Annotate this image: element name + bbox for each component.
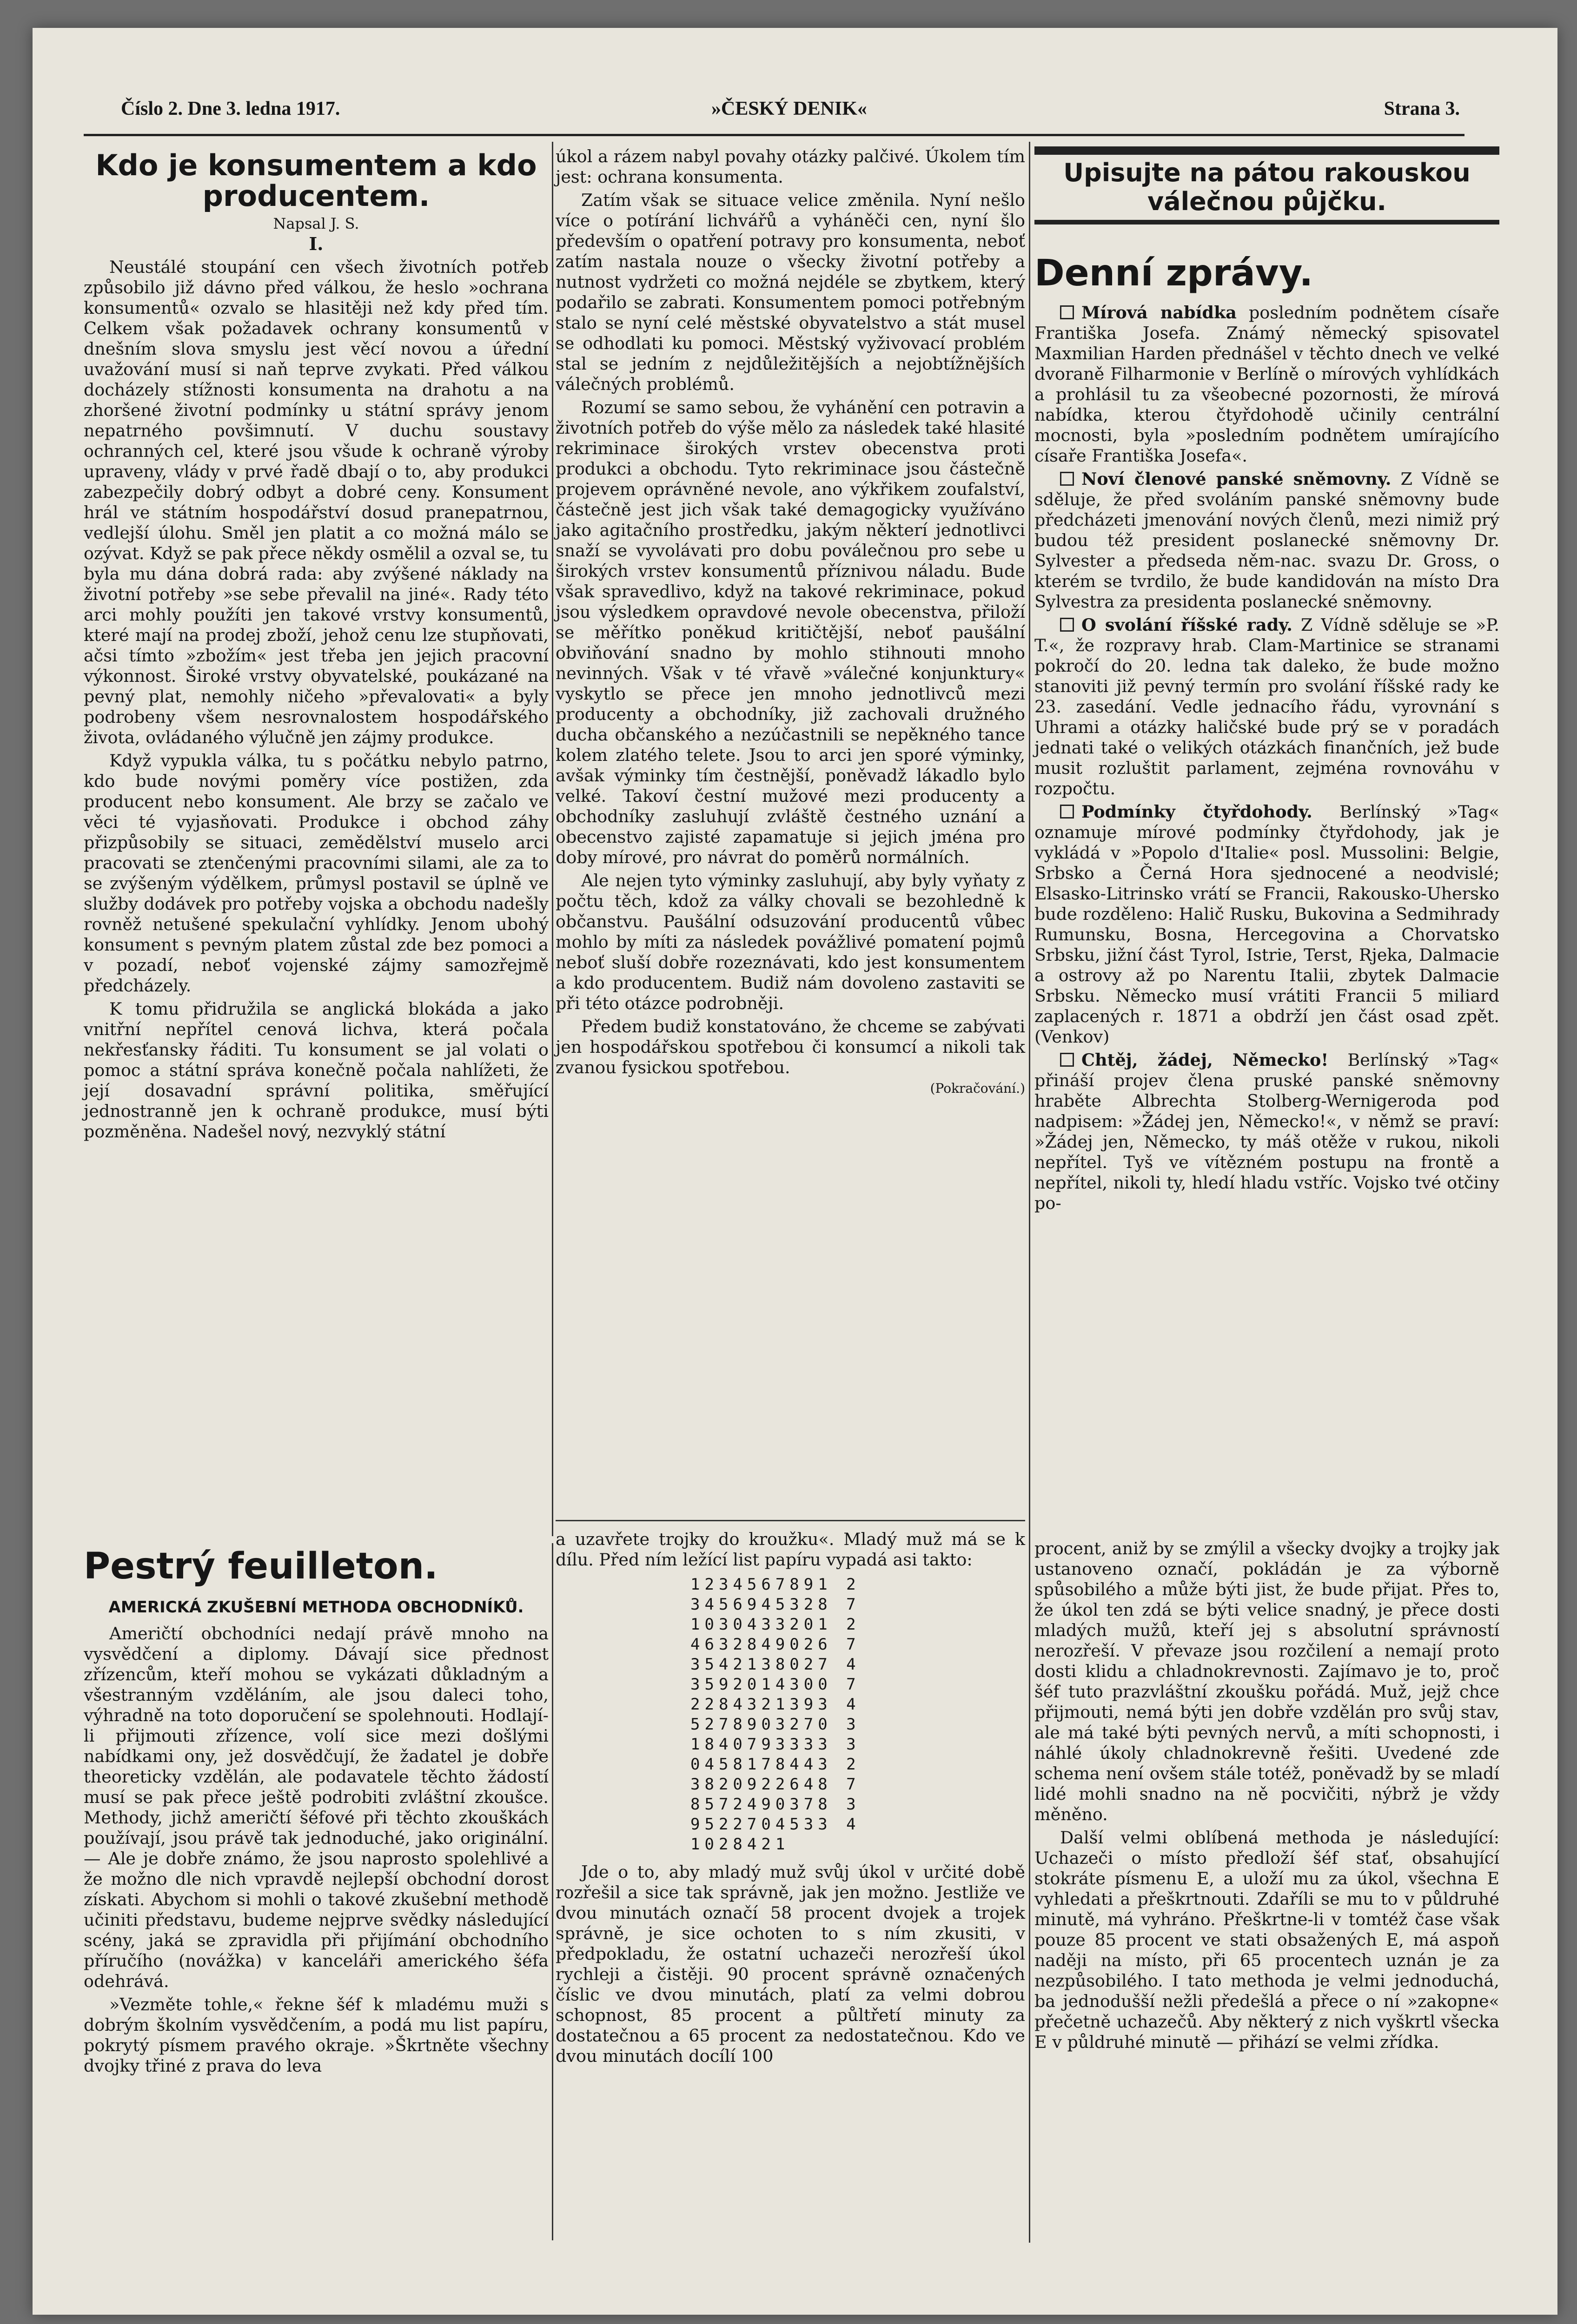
newspaper-page [33, 28, 1557, 2315]
number-table [556, 1575, 1025, 1855]
news-item-text: Z Vídně sděluje se »P. T.«, že rozpravy hrab. Clam-Martinice se stranami pokročí do 20. ledna tak daleko, že bude možno stanoviti již pevný termín pro svolání říšské rady ke 23. zasedání. Vedle jednacího řádu, vyrovnání s Uhrami a otázky haličské bude prý se v poradách jednati také o velikých otázkách finančních, jež bude musit rozluštit parlament, zejména rovnováhu v rozpočtu. [1034, 615, 1500, 799]
number-row: 1840793333 3 [690, 1735, 861, 1754]
column-rule [552, 1543, 553, 2240]
article-title: Kdo je konsumentem a kdo producentem. [95, 148, 537, 213]
paragraph: Ale nejen tyto výminky zasluhují, aby byly vyňaty z počtu těch, kdož za války chovali se bezohledně k občanstvu. Paušální odsuzování producentů vůbec mohlo by míti za následek povážlivé pomatení pojmů neboť sluší dobře rozeznávati, kdo jest konsumentem a kdo producentem. Budiž nám dovoleno zastaviti se při této otázce podrobněji. [556, 871, 1025, 1013]
number-row: 0458178443 2 [690, 1755, 861, 1774]
news-item [1034, 469, 1499, 612]
number-row: 1028421 [690, 1835, 790, 1854]
paragraph: Další velmi oblíbená methoda je následující: Uchazeči o místo předloží šéf stať, obsahující stokráte písmenu E, a uloží mu za úkol, všechna E vyhledati a přeškrtnouti. Zdaříli se mu to v půldruhé minutě, má vyhráno. Přeškrtne-li v tomtéž čase však pouze 85 procent ve stati obsažených E, má aspoň naději na místo, při 65 procentech uznán je za nezpůsobilého. I tato methoda je velmi jednoduchá, ba jednodušší nežli předešlá a přece o ní »zakopne« přečetně uchazečů. Aby některý z nich vyškrtl všecka E v půldruhé minutě — přihází se velmi zřídka. [1034, 1828, 1499, 2052]
news-item-title: Chtěj, žádej, Německo! [1081, 1050, 1329, 1070]
news-item-text: Berlínský »Tag« oznamuje mírové podmínky čtyřdohody, jak je vykládá v »Popolo d'Italie« posl. Mussolini: Belgie, Srbsko a Černá Hora sjednocené a neodvislé; Elsasko-Litrinsko vrátí se Francii, Rakousko-Uhersko bude rozděleno: Halič Rusku, Bukovina a Sedmihrady Rumunsku, Bosna, Hercegovina a Chorvatsko Srbsku, jižní část Tyrol, Istrie, Terst, Rjeka, Dalmacie a ostrovy až po Narentu Italii, zbytek Dalmacie Srbsku. Německo musí vrátiti Francii 5 miliard zaplacených r. 1871 a obdrží jen část osad zpět. (Venkov) [1034, 802, 1499, 1047]
section-rule [556, 1520, 1025, 1521]
war-loan-banner: Upisujte na pátou rakouskou válečnou půjčku. [1063, 158, 1471, 216]
news-item-title: Mírová nabídka [1081, 303, 1237, 323]
article-consumer-col2 [556, 146, 1025, 1096]
news-item [1034, 615, 1499, 799]
number-row: 9522704533 4 [690, 1815, 861, 1834]
news-item-text: Berlínský »Tag« přináší projev člena pruské panské sněmovny hraběte Albrechta Stolberg-Wernigeroda pod nadpisem: »Žádej jen, Německo!«, v němž se praví: »Žádej jen, Německo, ty máš otěže v rukou, nikoli nepřítel. Tyš ve vítězném postupu na frontě a nepřítel, nikoli ty, hledí hladu vstříc. Vojsko tvé otčiny po- [1034, 1050, 1499, 1213]
number-row: 3542138027 4 [690, 1655, 861, 1674]
feuilleton-title: Pestrý feuilleton. [84, 1545, 438, 1587]
paragraph: Předem budiž konstatováno, že chceme se zabývati jen hospodářskou spotřebou či konsumcí a nikoli tak zvanou fysickou spotřebou. [556, 1017, 1025, 1077]
column-rule [552, 142, 553, 1536]
news-section-title: Denní zprávy. [1034, 252, 1313, 294]
number-row: 3456945328 7 [690, 1595, 861, 1614]
news-item-title: O svolání říšské rady. [1081, 615, 1292, 635]
feuilleton-col2 [556, 1529, 1025, 2069]
paragraph: Jde o to, aby mladý muž svůj úkol v určité době rozřešil a sice tak správně, jak jen možno. Jestliže ve dvou minutách označí 58 procent dvojek a trojek správně, je sice ochoten to s ním zkusiti, v předpokladu, že ostatní uchazeči nerozřeší úkol rychleji a čistěji. 90 procent správně označených číslic ve dvou minutách, platí za velmi dobrou schopnost, 85 procent a půltřetí minuty za dostatečnou a 65 procent za nedostatečnou. Kdo ve dvou minutách docílí 100 [556, 1862, 1025, 2066]
number-row: 4632849026 7 [690, 1635, 861, 1654]
banner-rule-top [1034, 146, 1499, 155]
right-column [1034, 146, 1499, 1216]
number-row: 8572490378 3 [690, 1795, 861, 1814]
number-row: 3592014300 7 [690, 1675, 861, 1694]
number-row: 2284321393 4 [690, 1695, 861, 1714]
news-item [1034, 802, 1499, 1047]
paragraph: procent, aniž by se zmýlil a všecky dvojky a trojky jak ustanoveno označí, pokládán je za výborně spůsobilého a může býti jist, že bude přijat. Přes to, že úkol ten zdá se býti velice snadný, je přece dosti mladých mužů, kteří jej s absolutní správností nerozřeší. V převaze jsou rozčilení a nemají proto dosti klidu a chladnokrevnosti. Zajímavo je to, proč šéf tuto prazvláštní zkoušku pořádá. Muž, jejž chce přijmouti, nemá býti jen dobře vzdělán pro svůj stav, ale má také býti pevných nervů, a míti schopnosti, i náhlé úkoly chladnokrevně řešiti. Uvedené zde schema není ovšem stále totéž, poněvadž by se mladí lidé mohli snadno na ně pocvičiti, nýbrž je vždy měněno. [1034, 1538, 1499, 1824]
number-row: 1030433201 2 [690, 1615, 861, 1634]
paragraph: Když vypukla válka, tu s počátku nebylo patrno, kdo bude novými poměry více postižen, zda producent nebo konsument. Ale brzy se začalo ve věci té vyjasňovati. Produkce i obchod záhy přizpůsobily se situaci, zemědělství muselo arci pracovati se ztenčenými pracovními silami, ale za to se zvýšeným výdělkem, průmysl postavil se úplně ve služby dodávek pro potřeby vojska a obchodu nadešly rovněž netušené spekulační vyhlídky. Jenom ubohý konsument s pevným platem zůstal zde bez pomoci a v pozadí, neboť vojenské zájmy samozřejmě předcházely. [84, 751, 549, 996]
feuilleton-col3 [1034, 1538, 1499, 2055]
number-row: 3820922648 7 [690, 1775, 861, 1794]
news-item [1034, 303, 1499, 466]
paragraph: a uzavřete trojky do kroužku«. Mladý muž má se k dílu. Před ním ležící list papíru vypadá asi takto: [556, 1529, 1025, 1570]
paragraph: Neustálé stoupání cen všech životních potřeb způsobilo již dávno před válkou, že heslo »ochrana konsumentů« ozvalo se hlasitěji než kdy před tím. Celkem však požadavek ochrany konsumentů v dnešním slova smyslu jest věcí novou a úřední uvažování musí si naň teprve zvykati. Před válkou docházely stížnosti konsumenta na drahotu a na zhoršené životní podmínky u státní správy jenom nepatrného povšimnutí. V duchu soustavy ochranných cel, které jsou všude k ochraně výroby upraveny, vlády v prvé řadě dbají o to, aby produkci zabezpečily dobrý odbyt a dobré ceny. Konsument hrál ve státním hospodářství dosud pranepatrnou, vedlejší úlohu. Směl jen platit a co možná málo se ozývat. Když se pak přece někdy osmělil a ozval se, tu byla mu dána dobrá rada: aby zvýšené náklady na životní potřeby »se sebe převalil na jiné«. Rady této arci mohly použíti jen takové vrstvy konsumentů, které mají na prodej zboží, jehož cenu lze stupňovati, ačsi tímto »zbožím« jest třeba jen jejich pracovní výkonnost. Široké vrstvy obyvatelské, poukázané na pevný plat, nemohly ničeho »převalovati« a byly podrobeny všem nesrovnalostem hospodářského života, ovládaného výlučně jen zájmy produkce. [84, 257, 549, 747]
article-byline: Napsal J. S. [273, 215, 359, 232]
article-consumer-col1 [84, 146, 549, 1145]
page-number: Strana 3. [1384, 98, 1460, 119]
news-item-text: Z Vídně se sděluje, že před svoláním panské sněmovny bude předcházeti jmenování nových členů, mezi nimiž prý budou též president poslanecké sněmovny Dr. Sylvester a předseda něm-nac. svazu Dr. Gross, o kterém se tvrdilo, že bude kandidován na místo Dra Sylvestra za presidenta poslanecké sněmovny. [1034, 469, 1499, 612]
news-item-text: posledním podnětem císaře Františka Josefa. Známý německý spisovatel Maxmilian Harden přednášel v těchto dnech ve velké dvoraně Filharmonie v Berlíně o mírových vyhlídkách a prohlásil tu za všeobecné pozornosti, že mírová nabídka, kterou čtyřdohodě učinily centrální mocnosti, byla »posledním podnětem umírajícího císaře Františka Josefa«. [1034, 303, 1499, 466]
square-bullet-icon [1060, 805, 1074, 819]
paragraph: úkol a rázem nabyl povahy otázky palčivé. Úkolem tím jest: ochrana konsumenta. [556, 146, 1025, 187]
paragraph: Zatím však se situace velice změnila. Nyní nešlo více o potírání lichvářů a vyháněči cen, nyní šlo především o opatření potravy pro konsumenta, neboť zatím nastala nouze o všecky životní potřeby a nutnost vydržeti co možná nejdéle se zbytkem, který podařilo se zabrati. Konsumentem pomoci potřebným stalo se nyní celé městské obyvatelstvo a stát musel se odhodlati ku pomoci. Městský vyživovací problém stal se jedním z nejdůležitějších a nejobtížnějších válečných problémů. [556, 190, 1025, 394]
page-header [93, 98, 1460, 130]
number-row: 5278903270 3 [690, 1715, 861, 1734]
square-bullet-icon [1060, 472, 1074, 486]
square-bullet-icon [1060, 1053, 1074, 1067]
paragraph: K tomu přidružila se anglická blokáda a jako vnitřní nepřítel cenová lichva, která počala nekřesťansky řáditi. Tu konsument se jal volati o pomoc a státní správa konečně počala nahlížeti, že její dosavadní správní politika, směřující jednostranně jen k ochraně produkce, musí býti pozměněna. Nadešel nový, nezvyklý státní [84, 999, 549, 1142]
news-item [1034, 1050, 1499, 1214]
issue-date: Číslo 2. Dne 3. ledna 1917. [121, 98, 340, 119]
feuilleton-col1 [84, 1545, 549, 2079]
news-item-title: Noví členové panské sněmovny. [1081, 469, 1391, 489]
number-row: 1234567891 2 [690, 1575, 861, 1594]
column-rule [1029, 142, 1030, 2243]
paragraph: Rozumí se samo sebou, že vyhánění cen potravin a životních potřeb do výše mělo za následek také hlasité rekriminace širokých vrstev obecenstva proti produkci a obchodu. Tyto rekriminace jsou částečně projevem oprávněné nevole, ano výkřikem zoufalství, částečně jest jich však také demagogicky využíváno jako agitačního prostředku, jakým některí jednotlivci snaží se vyvolávati pro dobu poválečnou pro sebe u širokých vrstev konsumentů příznivou náladu. Bude však spravedlivo, když na takové rekriminace, pokud jsou výsledkem opravdové nevole obecenstva, přiloží se měřítko poněkud kritičtější, neboť paušální obviňování snadno by mohlo stihnouti mnoho nevinných. Však v té vřavě »válečné konjunktury« vyskytlo se přece jen mnoho jednotlivců mezi producenty a obchodníky, již zachovali družného ducha občanského a nezúčastnili se nepěkného tance kolem zlatého telete. Jsou to arci jen sporé výminky, avšak výminky tím čestnější, poněvadž lákadlo bylo velké. Takoví čestní mužové mezi producenty a obchodníky zasluhují zvláště čestného uznání a obecenstvo zajisté zapamatuje si jejich jména pro doby mírové, pro návrat do poměrů normálních. [556, 397, 1025, 867]
header-rule [84, 134, 1464, 136]
paragraph: Američtí obchodníci nedají právě mnoho na vysvědčení a diplomy. Dávají sice přednost zřízencům, kteří mohou se vykázati důkladným a všestranným vzděláním, ale jsou daleci toho, výhradně na toto doporučení se spolehnouti. Hodlají-li přijmouti zřízence, volí sice mezi došlými nabídkami ony, jež dosvědčují, že žadatel je dobře theoreticky vzdělán, ale podavatele těchto žádostí musí se pak přece ještě podrobiti zvláštní zkoušce. Methody, jichž američtí šéfové při těchto zkouškách používají, jsou právě tak jednoduché, jako originální. — Ale je dobře známo, že jsou naprosto spolehlivé a že možno dle nich vpravdě nejlepší obchodní dorost získati. Abychom si mohli o takové zkušební methodě učiniti představu, budeme nejprve svědky následující scény, jaká se zpravidla při přijímání obchodního příručího (novážka) v kanceláři amerického šéfa odehrává. [84, 1624, 549, 1991]
article-section-number: I. [309, 233, 324, 254]
news-item-title: Podmínky čtyřdohody. [1081, 802, 1312, 822]
newspaper-name: »ČESKÝ DENIK« [711, 98, 867, 119]
square-bullet-icon [1060, 618, 1074, 632]
continued-note: (Pokračování.) [930, 1081, 1025, 1096]
feuilleton-subtitle: AMERICKÁ ZKUŠEBNÍ METHODA OBCHODNÍKŮ. [108, 1598, 524, 1617]
banner-rule-bottom [1034, 220, 1499, 224]
square-bullet-icon [1060, 305, 1074, 319]
paragraph: »Vezměte tohle,« řekne šéf k mladému muži s dobrým školním vysvědčením, a podá mu list papíru, pokrytý písmem pravého okraje. »Škrtněte všechny dvojky třiné z prava do leva [84, 1994, 549, 2076]
